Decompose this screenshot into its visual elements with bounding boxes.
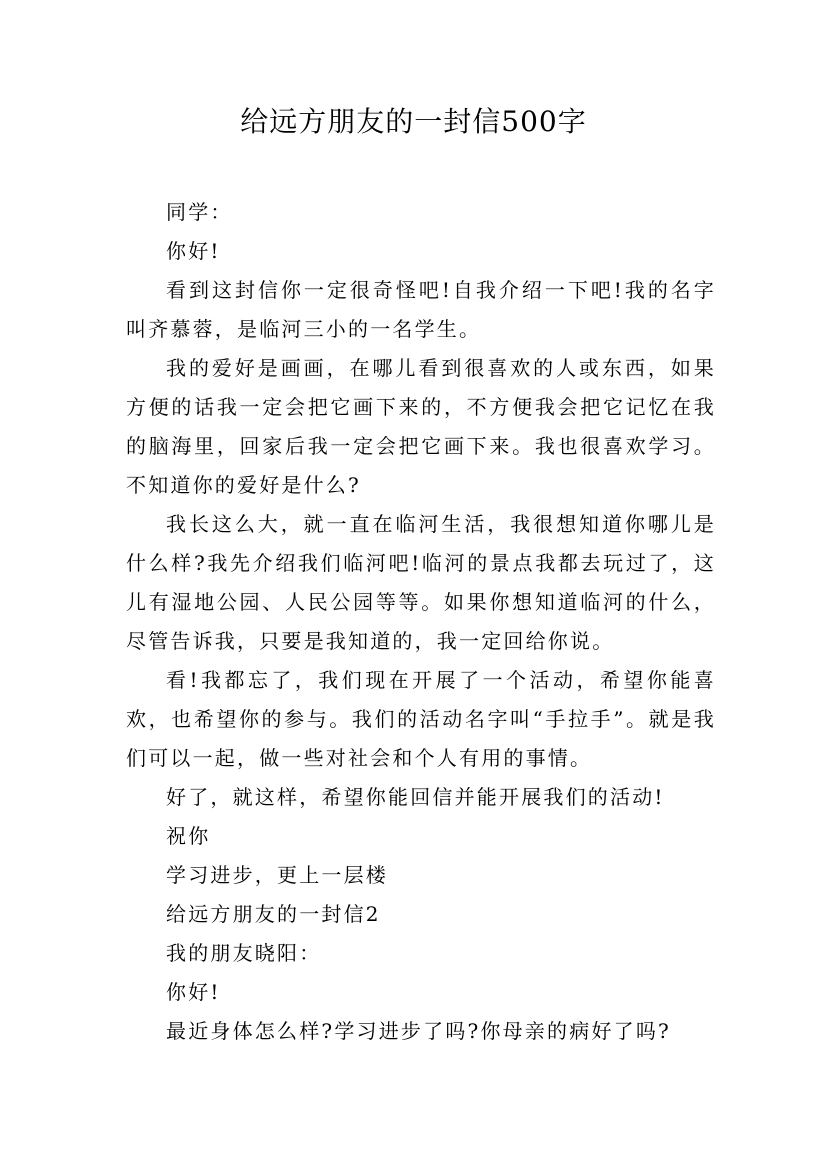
hello-line: 你好!: [166, 239, 221, 263]
second-greeting-line: 我的朋友晓阳：: [166, 941, 322, 965]
letter-body: [126, 193, 716, 1051]
paragraph-intro: 看到这封信你一定很奇怪吧!自我介绍一下吧!我的名字叫齐慕蓉，是临河三小的一名学生。: [126, 278, 716, 341]
blessing-line: 祝你: [166, 824, 211, 848]
document-title: 给远方朋友的一封信500字: [240, 105, 587, 138]
blessing-wish: 学习进步，更上一层楼: [166, 863, 388, 887]
paragraph-hobby: 我的爱好是画画，在哪儿看到很喜欢的人或东西，如果方便的话我一定会把它画下来的，不方便我会把它记忆在我的脑海里，回家后我一定会把它画下来。我也很喜欢学习。不知道你的爱好是什么?: [126, 356, 716, 497]
paragraph-linhe: 我长这么大，就一直在临河生活，我很想知道你哪儿是什么样?我先介绍我们临河吧!临河的景点我都去玩过了，这儿有湿地公园、人民公园等等。如果你想知道临河的什么，尽管告诉我，只要是我知道的，我一定回给你说。: [126, 512, 716, 653]
greeting-line: 同学：: [166, 200, 233, 224]
second-hello-line: 你好!: [166, 980, 221, 1004]
paragraph-activity: 看!我都忘了，我们现在开展了一个活动，希望你能喜欢，也希望你的参与。我们的活动名字叫“手拉手”。就是我们可以一起，做一些对社会和个人有用的事情。: [126, 668, 716, 770]
second-letter-heading: 给远方朋友的一封信2: [166, 902, 381, 926]
second-paragraph: 最近身体怎么样?学习进步了吗?你母亲的病好了吗?: [166, 1019, 671, 1043]
paragraph-closing: 好了，就这样，希望你能回信并能开展我们的活动!: [166, 785, 665, 809]
